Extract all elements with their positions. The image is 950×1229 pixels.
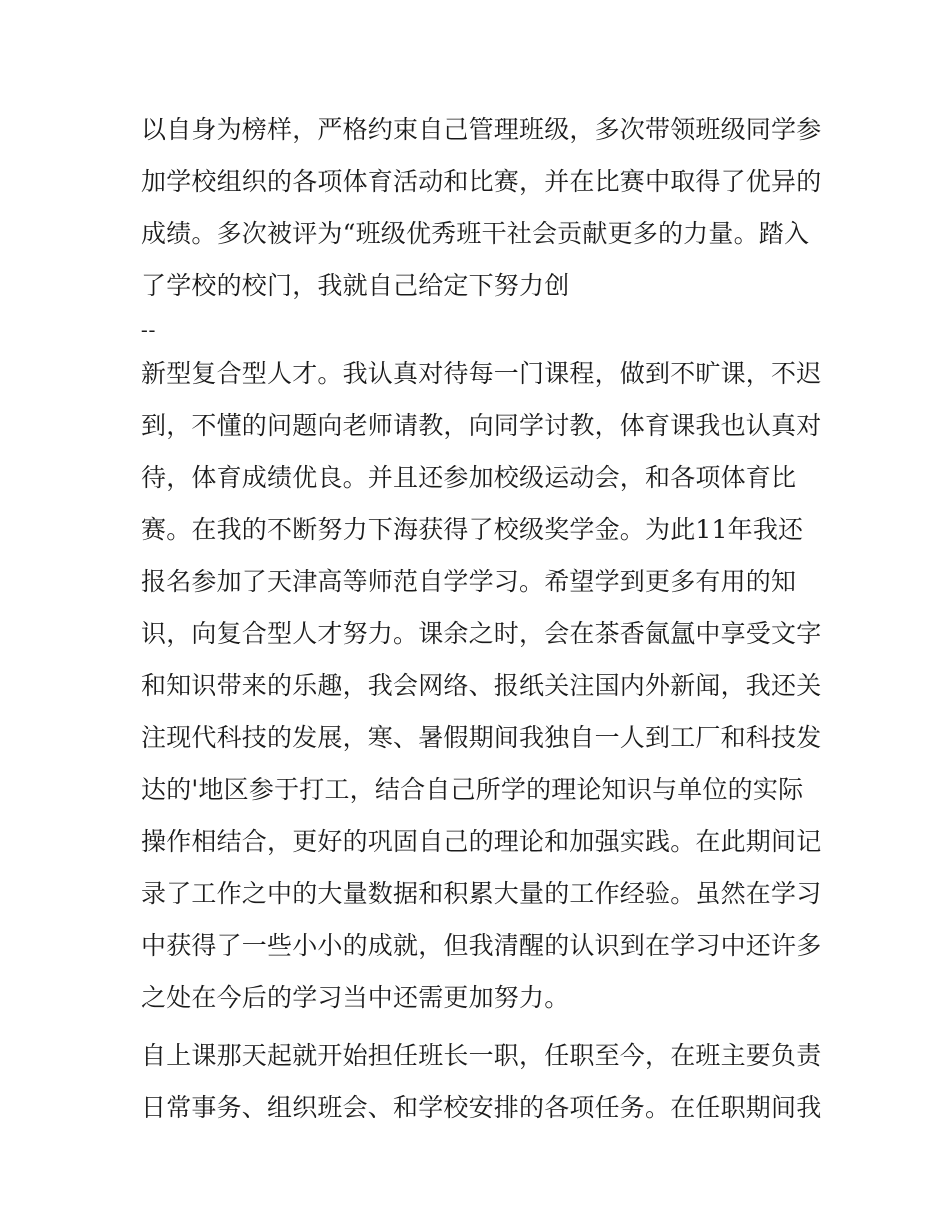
text-line: 操作相结合，更好的巩固自己的理论和加强实践。在此期间记 (141, 827, 822, 856)
text-line: 成绩。多次被评为“班级优秀班干社会贡献更多的力量。踏入 (141, 219, 810, 248)
text-line: 新型复合型人才。我认真对待每一门课程，做到不旷课，不迟 (141, 359, 822, 388)
page-separator: -- (141, 319, 157, 341)
paragraph-1 (141, 104, 821, 312)
text-line: 报名参加了天津高等师范自学学习。希望学到更多有用的知 (141, 567, 797, 596)
text-line: 注现代科技的发展，寒、暑假期间我独自一人到工厂和科技发 (141, 723, 822, 752)
text-line: 待，体育成绩优良。并且还参加校级运动会，和各项体育比 (141, 463, 797, 492)
paragraph-2 (141, 348, 821, 1024)
text-line: 之处在今后的学习当中还需更加努力。 (141, 983, 570, 1012)
text-line: 了学校的校门，我就自己给定下努力创 (141, 271, 570, 300)
text-line: 以自身为榜样，严格约束自己管理班级，多次带领班级同学参 (141, 115, 822, 144)
text-line: 自上课那天起就开始担任班长一职，任职至今，在班主要负责 (141, 1041, 822, 1070)
text-line: 加学校组织的各项体育活动和比赛，并在比赛中取得了优异的 (141, 167, 822, 196)
text-line: 中获得了一些小小的成就，但我清醒的认识到在学习中还许多 (141, 931, 822, 960)
document-body (141, 104, 821, 1134)
paragraph-3 (141, 1030, 821, 1134)
text-line: 录了工作之中的大量数据和积累大量的工作经验。虽然在学习 (141, 879, 822, 908)
text-line: 到，不懂的问题向老师请教，向同学讨教，体育课我也认真对 (141, 411, 822, 440)
text-line: 赛。在我的不断努力下海获得了校级奖学金。为此11年我还 (141, 515, 804, 544)
text-line: 识，向复合型人才努力。课余之时，会在茶香氤氲中享受文字 (141, 619, 822, 648)
text-line: 达的'地区参于打工，结合自己所学的理论知识与单位的实际 (141, 775, 804, 804)
text-line: 和知识带来的乐趣，我会网络、报纸关注国内外新闻，我还关 (141, 671, 822, 700)
text-line: 日常事务、组织班会、和学校安排的各项任务。在任职期间我 (141, 1093, 822, 1122)
